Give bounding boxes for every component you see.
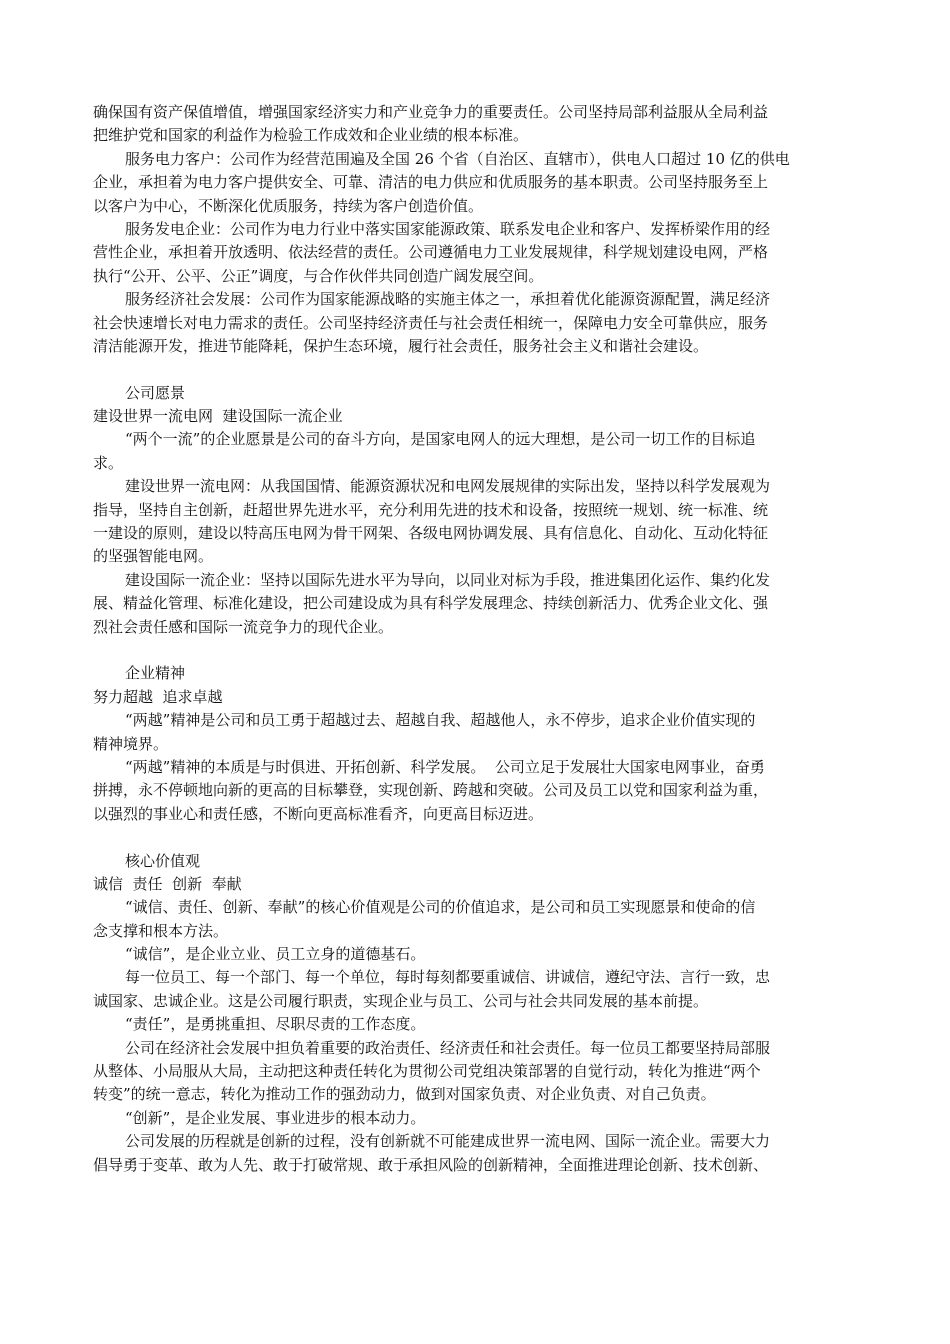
paragraph-line: 以强烈的事业心和责任感，不断向更高标准看齐，向更高目标迈进。 (93, 804, 544, 823)
paragraph (93, 1013, 863, 1036)
paragraph-line: 从整体、小局服从大局，主动把这种责任转化为贯彻公司党组决策部署的自觉行动，转化为推进“两个 (93, 1062, 761, 1081)
section-slogan: 努力超越 追求卓越 (93, 687, 223, 706)
paragraph-line: 拼搏，永不停顿地向新的更高的目标攀登，实现创新、跨越和突破。公司及员工以党和国家利益为重， (93, 781, 769, 800)
paragraph-line: 念支撑和根本方法。 (93, 921, 229, 940)
document-page (93, 101, 863, 1177)
paragraph-line: 每一位员工、每一个部门、每一个单位，每时每刻都要重诚信、讲诚信，遵纪守法、言行一致，忠 (125, 968, 771, 987)
section-heading: 企业精神 (125, 664, 186, 683)
paragraph-line: 确保国有资产保值增值，增强国家经济实力和产业竞争力的重要责任。公司坚持局部利益服从全局利益 (93, 103, 769, 121)
paragraph (93, 288, 863, 358)
paragraph-line: 清洁能源开发，推进节能降耗，保护生态环境，履行社会责任，服务社会主义和谐社会建设。 (93, 336, 709, 355)
paragraph (93, 1107, 863, 1130)
paragraph-line: “责任”，是勇挑重担、尽职尽责的工作态度。 (125, 1015, 426, 1034)
paragraph-line: “诚信、责任、创新、奉献”的核心价值观是公司的价值追求，是公司和员工实现愿景和使命的信 (125, 898, 756, 917)
section-slogan: 诚信 责任 创新 奉献 (93, 874, 242, 893)
paragraph-line: 公司发展的历程就是创新的过程，没有创新就不可能建成世界一流电网、国际一流企业。需要大力 (125, 1132, 771, 1151)
paragraph-line: 企业，承担着为电力客户提供安全、可靠、清洁的电力供应和优质服务的基本职责。公司坚持服务至上 (93, 173, 769, 192)
paragraph-line: 服务经济社会发展：公司作为国家能源战略的实施主体之一，承担着优化能源资源配置，满足经济 (125, 290, 771, 309)
paragraph-line: 一建设的原则，建设以特高压电网为骨干网架、各级电网协调发展、具有信息化、自动化、互动化特征 (93, 524, 769, 543)
paragraph-line: 诚国家、忠诚企业。这是公司履行职责，实现企业与员工、公司与社会共同发展的基本前提。 (93, 991, 709, 1010)
paragraph-line: 烈社会责任感和国际一流竞争力的现代企业。 (93, 617, 394, 636)
paragraph (93, 569, 863, 639)
paragraph-line: 倡导勇于变革、敢为人先、敢于打破常规、敢于承担风险的创新精神，全面推进理论创新、技术创新、 (93, 1155, 769, 1174)
paragraph (93, 709, 863, 756)
paragraph-line: 转变”的统一意志，转化为推动工作的强劲动力，做到对国家负责、对企业负责、对自己负责。 (93, 1085, 716, 1104)
section-heading: 核心价值观 (125, 851, 201, 870)
paragraph-line: 指导，坚持自主创新，赶超世界先进水平，充分利用先进的技术和设备，按照统一规划、统一标准、统 (93, 500, 769, 519)
paragraph-line: 把维护党和国家的利益作为检验工作成效和企业业绩的根本标准。 (93, 126, 529, 145)
paragraph-line: 营性企业，承担着开放透明、依法经营的责任。公司遵循电力工业发展规律，科学规划建设电网，严格 (93, 243, 769, 262)
paragraph (93, 756, 863, 826)
paragraph-line: 以客户为中心，不断深化优质服务，持续为客户创造价值。 (93, 196, 484, 215)
paragraph-line: 建设世界一流电网：从我国国情、能源资源状况和电网发展规律的实际出发，坚持以科学发展观为 (125, 477, 771, 496)
paragraph (93, 218, 863, 288)
paragraph (93, 428, 863, 475)
section-heading: 公司愿景 (125, 383, 186, 402)
paragraph-line: 展、精益化管理、标准化建设，把公司建设成为具有科学发展理念、持续创新活力、优秀企业文化、强 (93, 594, 769, 613)
paragraph (93, 101, 863, 148)
paragraph (93, 1130, 863, 1177)
paragraph-line: 服务发电企业：公司作为电力行业中落实国家能源政策、联系发电企业和客户、发挥桥梁作用的经 (125, 219, 771, 238)
paragraph-line: “创新”，是企业发展、事业进步的根本动力。 (125, 1108, 426, 1127)
paragraph (93, 943, 863, 966)
paragraph-line: 精神境界。 (93, 734, 169, 753)
paragraph-line: 公司在经济社会发展中担负着重要的政治责任、经济责任和社会责任。每一位员工都要坚持局部服 (125, 1038, 771, 1057)
paragraph-line: 的坚强智能电网。 (93, 547, 214, 566)
paragraph-spacer (93, 826, 863, 849)
paragraph-line: “两越”精神的本质是与时俱进、开拓创新、科学发展。 公司立足于发展壮大国家电网事业，奋勇 (125, 757, 765, 776)
paragraph (93, 966, 863, 1013)
paragraph-line: 服务电力客户：公司作为经营范围遍及全国 26 个省（自治区、直辖市），供电人口超过 10 亿的供电 (125, 149, 790, 168)
paragraph-line: 求。 (93, 453, 124, 472)
paragraph-line: 社会快速增长对电力需求的责任。公司坚持经济责任与社会责任相统一，保障电力安全可靠供应，服务 (93, 313, 769, 332)
section-slogan: 建设世界一流电网 建设国际一流企业 (93, 407, 343, 426)
paragraph-line: 建设国际一流企业：坚持以国际先进水平为导向，以同业对标为手段，推进集团化运作、集约化发 (125, 570, 771, 589)
paragraph-line: “两个一流”的企业愿景是公司的奋斗方向，是国家电网人的远大理想，是公司一切工作的目标追 (125, 430, 756, 449)
paragraph-spacer (93, 639, 863, 662)
paragraph (93, 896, 863, 943)
paragraph-spacer (93, 358, 863, 381)
paragraph-line: 执行“公开、公平、公正”调度，与合作伙伴共同创造广阔发展空间。 (93, 266, 544, 285)
paragraph-line: “诚信”，是企业立业、员工立身的道德基石。 (125, 945, 426, 964)
paragraph (93, 148, 863, 218)
paragraph-line: “两越”精神是公司和员工勇于超越过去、超越自我、超越他人，永不停步，追求企业价值实现的 (125, 711, 756, 730)
paragraph (93, 475, 863, 569)
paragraph (93, 1037, 863, 1107)
